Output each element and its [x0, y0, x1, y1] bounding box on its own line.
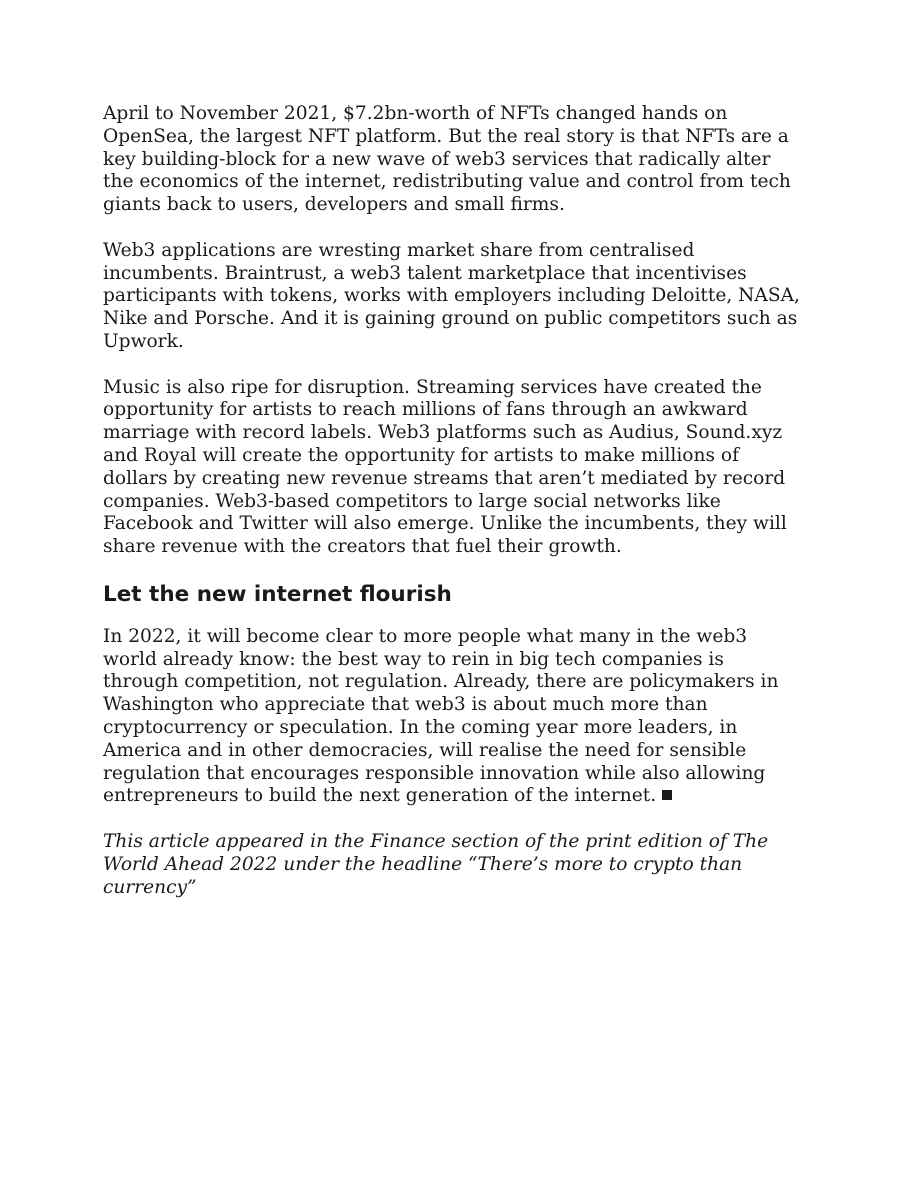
section-heading: Let the new internet flourish [103, 581, 452, 607]
paragraph-music-disruption: Music is also ripe for disruption. Streaming services have created the opportunity for artists to reach millions of fans through an awkward marriage with record labels. Web3 platforms such as Audius, Sound.xyz and Royal will create the opportunity for artists to make millions of dollars by creating new revenue streams that aren’t mediated by record companies. Web3-based competitors to large social networks like Facebook and Twitter will also emerge. Unlike the incumbents, they will share revenue with the creators that fuel their growth. [103, 376, 787, 558]
paragraph-web3-applications: Web3 applications are wresting market share from centralised incumbents. Braintrust, a web3 talent marketplace that incentivises participants with tokens, works with employers including Deloitte, NASA, Nike and Porsche. And it is gaining ground on public competitors such as Upwork. [103, 239, 800, 352]
paragraph-nft-sales: April to November 2021, $7.2bn-worth of NFTs changed hands on OpenSea, the largest NFT platform. But the real story is that NFTs are a key building-block for a new wave of web3 services that radically alter the economics of the internet, redistributing value and control from tech giants back to users, developers and small firms. [103, 103, 791, 216]
article-page [103, 103, 803, 899]
end-of-article-square-icon [662, 790, 672, 800]
print-edition-note: This article appeared in the Finance section of the print edition of The World Ahead 2022 under the headline “There’s more to crypto than currency” [103, 830, 769, 898]
paragraph-competition-regulation-text: In 2022, it will become clear to more people what many in the web3 world already know: the best way to rein in big tech companies is through competition, not regulation. Already, there are policymakers in Washington who appreciate that web3 is about much more than cryptocurrency or speculation. In the coming year more leaders, in America and in other democracies, will realise the need for sensible regulation that encourages responsible innovation while also allowing entrepreneurs to build the next generation of the internet. [103, 625, 779, 807]
paragraph-competition-regulation [103, 626, 803, 808]
